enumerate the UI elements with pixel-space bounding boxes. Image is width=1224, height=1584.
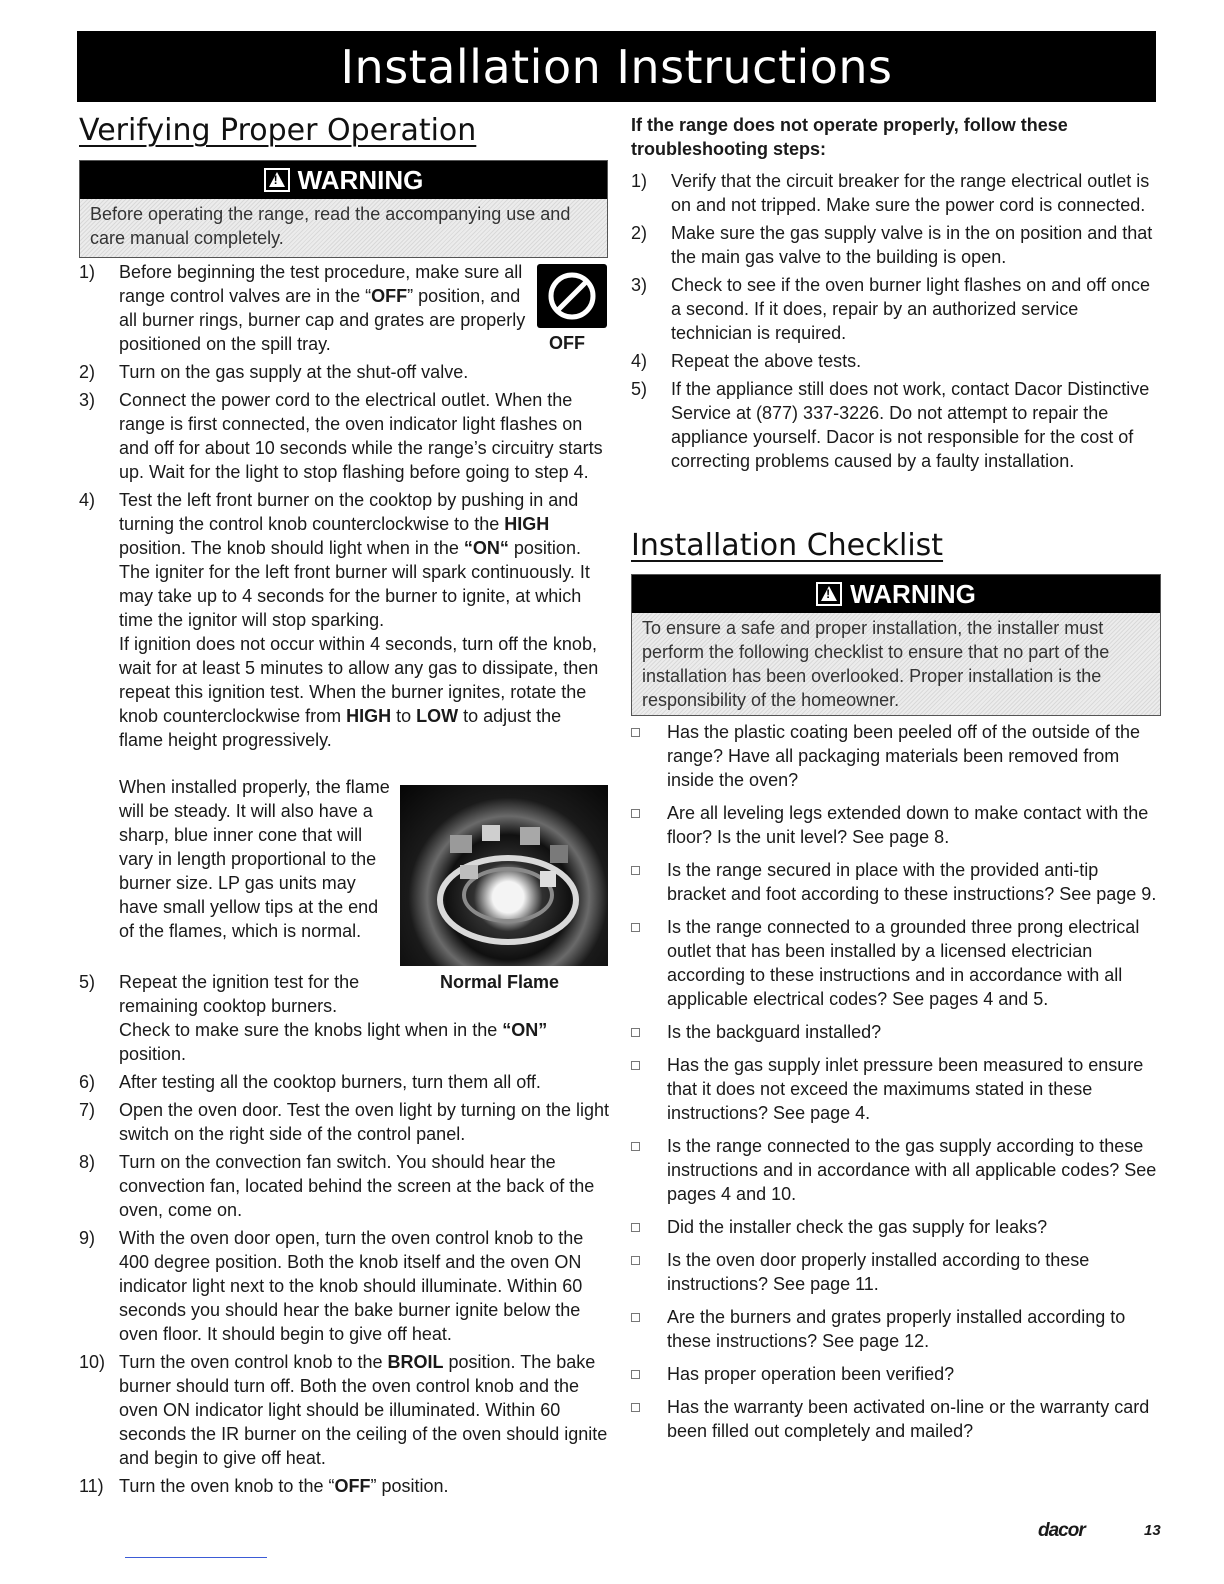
step-10: 10) Turn the oven control knob to the BROIL position. The bake burner should turn off. Both the oven control knob and the oven ON indicator light should be illuminated. Within 60 seconds the IR burner on the ceiling of the oven should ignite and begin to give off heat.	[79, 1352, 608, 1468]
warning-header	[80, 161, 607, 199]
step-1: 1) Before beginning the test procedure, make sure all range control valves are in the “OFF” position, and all burner rings, burner cap and grates are properly positioned on the spill tray.	[79, 262, 526, 354]
footer-divider	[125, 1557, 267, 1558]
troubleshooting-step: 3) Check to see if the oven burner light flashes on and off once a second. If it does, repair by an authorized service technician is required.	[631, 275, 1150, 343]
step-11: 11) Turn the oven knob to the “OFF” position.	[79, 1476, 449, 1496]
section-title-checklist: Installation Checklist	[631, 528, 944, 563]
troubleshooting-step: 4) Repeat the above tests.	[631, 351, 862, 371]
checklist-item: Are the burners and grates properly installed according to these instructions? See page 12.	[631, 1305, 1161, 1353]
header-bar	[77, 31, 1156, 102]
dacor-logo: dacor	[1038, 1520, 1085, 1541]
step-9: 9) With the oven door open, turn the oven control knob to the 400 degree position. Both the knob itself and the oven ON indicator light next to the knob should illuminate. Within 60 seconds you should hear the bake burner ignite below the oven floor. It should begin to give off heat.	[79, 1228, 584, 1344]
warning-text: Before operating the range, read the accompanying use and care manual completely.	[90, 204, 571, 248]
off-symbol-label: OFF	[549, 333, 585, 353]
off-symbol-icon	[537, 264, 607, 328]
step-8: 8) Turn on the convection fan switch. You should hear the convection fan, located behind the screen at the back of the oven, come on.	[79, 1152, 595, 1220]
checkbox-icon	[631, 728, 640, 737]
checklist-item: Did the installer check the gas supply for leaks?	[631, 1215, 1161, 1239]
troubleshooting-section	[631, 113, 1156, 477]
checklist-item: Has proper operation been verified?	[631, 1362, 1161, 1386]
troubleshooting-heading: If the range does not operate properly, follow these troubleshooting steps:	[631, 115, 1068, 159]
checklist-item: Has the plastic coating been peeled off of the outside of the range? Have all packaging materials been removed from inside the oven?	[631, 720, 1161, 792]
warning-box-operation	[79, 160, 608, 258]
warning-label: WARNING	[850, 578, 976, 609]
checkbox-icon	[631, 866, 640, 875]
section-title-verifying: Verifying Proper Operation	[79, 113, 477, 148]
step-6: 6) After testing all the cooktop burners, turn them all off.	[79, 1072, 541, 1092]
warning-text: To ensure a safe and proper installation, the installer must perform the following checklist to ensure that no part of the installation has been overlooked. Proper installation is the responsibility of the homeowner.	[642, 618, 1110, 710]
step-4: 4) Test the left front burner on the cooktop by pushing in and turning the control knob counterclockwise to the HIGH position. The knob should light when in the “ON“ position. The igniter for the left front burner will spark continuously. It may take up to 4 seconds for the burner to ignite, at which time the ignitor will stop sparking. If ignition does not occur within 4 seconds, turn off the knob, wait for at least 5 minutes to allow any gas to dissipate, then repeat this ignition test. When the burner ignites, rotate the knob counterclockwise from HIGH to LOW to adjust the flame height progressively.	[79, 490, 599, 750]
checkbox-icon	[631, 809, 640, 818]
page-number: 13	[1144, 1522, 1161, 1539]
checklist-item: Is the backguard installed?	[631, 1020, 1161, 1044]
step-5-part-a	[79, 970, 424, 1022]
checkbox-icon	[631, 1142, 640, 1151]
checklist-item: Is the oven door properly installed according to these instructions? See page 11.	[631, 1248, 1161, 1296]
installation-checklist	[631, 720, 1161, 1452]
step-4-continued: When installed properly, the flame will be steady. It will also have a sharp, blue inner cone that will vary in length proportional to the burner size. LP gas units may have small yellow tips at the end of the flames, which is normal.	[119, 777, 390, 941]
checkbox-icon	[631, 1256, 640, 1265]
checkbox-icon	[631, 923, 640, 932]
checkbox-icon	[631, 1028, 640, 1037]
steps-part-2	[79, 360, 609, 756]
checklist-item: Is the range secured in place with the provided anti-tip bracket and foot according to these instructions? See page 9.	[631, 858, 1161, 906]
flame-caption: Normal Flame	[440, 972, 560, 992]
step-5-continued: Check to make sure the knobs light when in the “ON” position.	[119, 1020, 548, 1064]
checklist-item: Is the range connected to the gas supply according to these instructions and in accordance with all applicable codes? See pages 4 and 10.	[631, 1134, 1161, 1206]
step-5: 5) Repeat the ignition test for the remaining cooktop burners.	[79, 972, 360, 1016]
checklist-item: Is the range connected to a grounded three prong electrical outlet that has been installed by a licensed electrician according to these instructions and in accordance with all applicable electrical codes? See pages 4 and 5.	[631, 915, 1161, 1011]
step-3: 3) Connect the power cord to the electrical outlet. When the range is first connected, the oven indicator light flashes on and off for about 10 seconds while the range’s circuitry starts up. Wait for the light to stop flashing before going to step 4.	[79, 390, 603, 482]
page-title: Installation Instructions	[340, 39, 893, 94]
normal-flame-photo	[400, 785, 608, 966]
checkbox-icon	[631, 1403, 640, 1412]
warning-triangle-icon	[264, 168, 290, 192]
warning-label: WARNING	[297, 164, 424, 195]
checkbox-icon	[631, 1223, 640, 1232]
steps-part-1	[79, 260, 539, 360]
checklist-item: Has the gas supply inlet pressure been measured to ensure that it does not exceed the maximums stated in these instructions? See page 4.	[631, 1053, 1161, 1125]
troubleshooting-step: 5) If the appliance still does not work, contact Dacor Distinctive Service at (877) 337-3226. Do not attempt to repair the appliance yourself. Dacor is not responsible for the cost of correcting problems caused by a faulty installation.	[631, 379, 1150, 471]
troubleshooting-step: 1) Verify that the circuit breaker for the range electrical outlet is on and not tripped. Make sure the power cord is connected.	[631, 171, 1150, 215]
checkbox-icon	[631, 1313, 640, 1322]
checklist-item: Are all leveling legs extended down to make contact with the floor? Is the unit level? See page 8.	[631, 801, 1161, 849]
steps-part-3	[79, 1018, 609, 1502]
checkbox-icon	[631, 1370, 640, 1379]
troubleshooting-step: 2) Make sure the gas supply valve is in the on position and that the main gas valve to the building is open.	[631, 223, 1153, 267]
step-7: 7) Open the oven door. Test the oven light by turning on the light switch on the right side of the control panel.	[79, 1100, 610, 1144]
step-2: 2) Turn on the gas supply at the shut-off valve.	[79, 362, 469, 382]
warning-header	[632, 575, 1160, 613]
warning-triangle-icon	[816, 582, 842, 606]
checkbox-icon	[631, 1061, 640, 1070]
warning-box-checklist	[631, 574, 1161, 716]
checklist-item: Has the warranty been activated on-line or the warranty card been filled out completely and mailed?	[631, 1395, 1161, 1443]
